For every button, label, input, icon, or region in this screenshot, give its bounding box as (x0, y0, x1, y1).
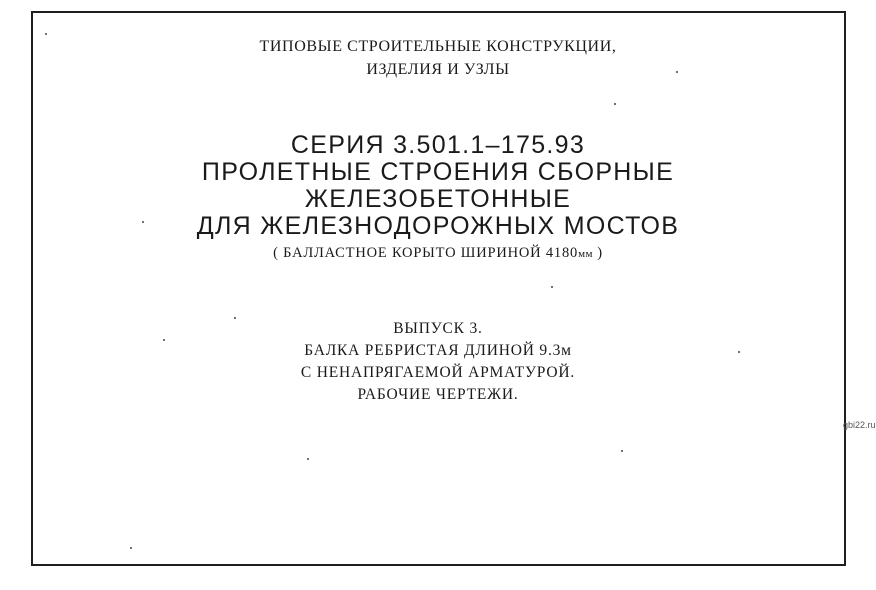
scan-speck (307, 458, 309, 460)
title-line-3: ЖЕЛЕЗОБЕТОННЫЕ (304, 185, 572, 213)
issue-number: ВЫПУСК 3. (393, 320, 483, 337)
header-line-1: ТИПОВЫЕ СТРОИТЕЛЬНЫЕ КОНСТРУКЦИИ, (259, 38, 617, 55)
series-title: СЕРИЯ 3.501.1–175.93 (290, 131, 586, 159)
header-line-2: ИЗДЕЛИЯ И УЗЛЫ (366, 61, 510, 78)
scan-speck (621, 450, 623, 452)
scan-speck (738, 351, 740, 353)
scan-speck (163, 339, 165, 341)
watermark-text: gbi22.ru (843, 420, 876, 430)
scan-speck (676, 71, 678, 73)
scan-speck (614, 103, 616, 105)
subtitle-unit: мм (578, 248, 593, 260)
page-border-frame (31, 11, 846, 566)
scan-speck (551, 286, 553, 288)
issue-line-4: РАБОЧИЕ ЧЕРТЕЖИ. (357, 386, 519, 403)
scan-speck (234, 317, 236, 319)
title-line-4: ДЛЯ ЖЕЛЕЗНОДОРОЖНЫХ МОСТОВ (196, 212, 680, 240)
scan-speck (130, 547, 132, 549)
subtitle-text: ( БАЛЛАСТНОЕ КОРЫТО ШИРИНОЙ 4180 (273, 245, 579, 261)
scan-speck (45, 33, 47, 35)
title-line-2: ПРОЛЕТНЫЕ СТРОЕНИЯ СБОРНЫЕ (201, 158, 675, 186)
subtitle-close: ) (592, 245, 603, 261)
scan-speck (142, 221, 144, 223)
issue-line-3: С НЕНАПРЯГАЕМОЙ АРМАТУРОЙ. (300, 364, 576, 381)
subtitle (0, 245, 876, 262)
issue-line-2: БАЛКА РЕБРИСТАЯ ДЛИНОЙ 9.3м (304, 342, 572, 359)
